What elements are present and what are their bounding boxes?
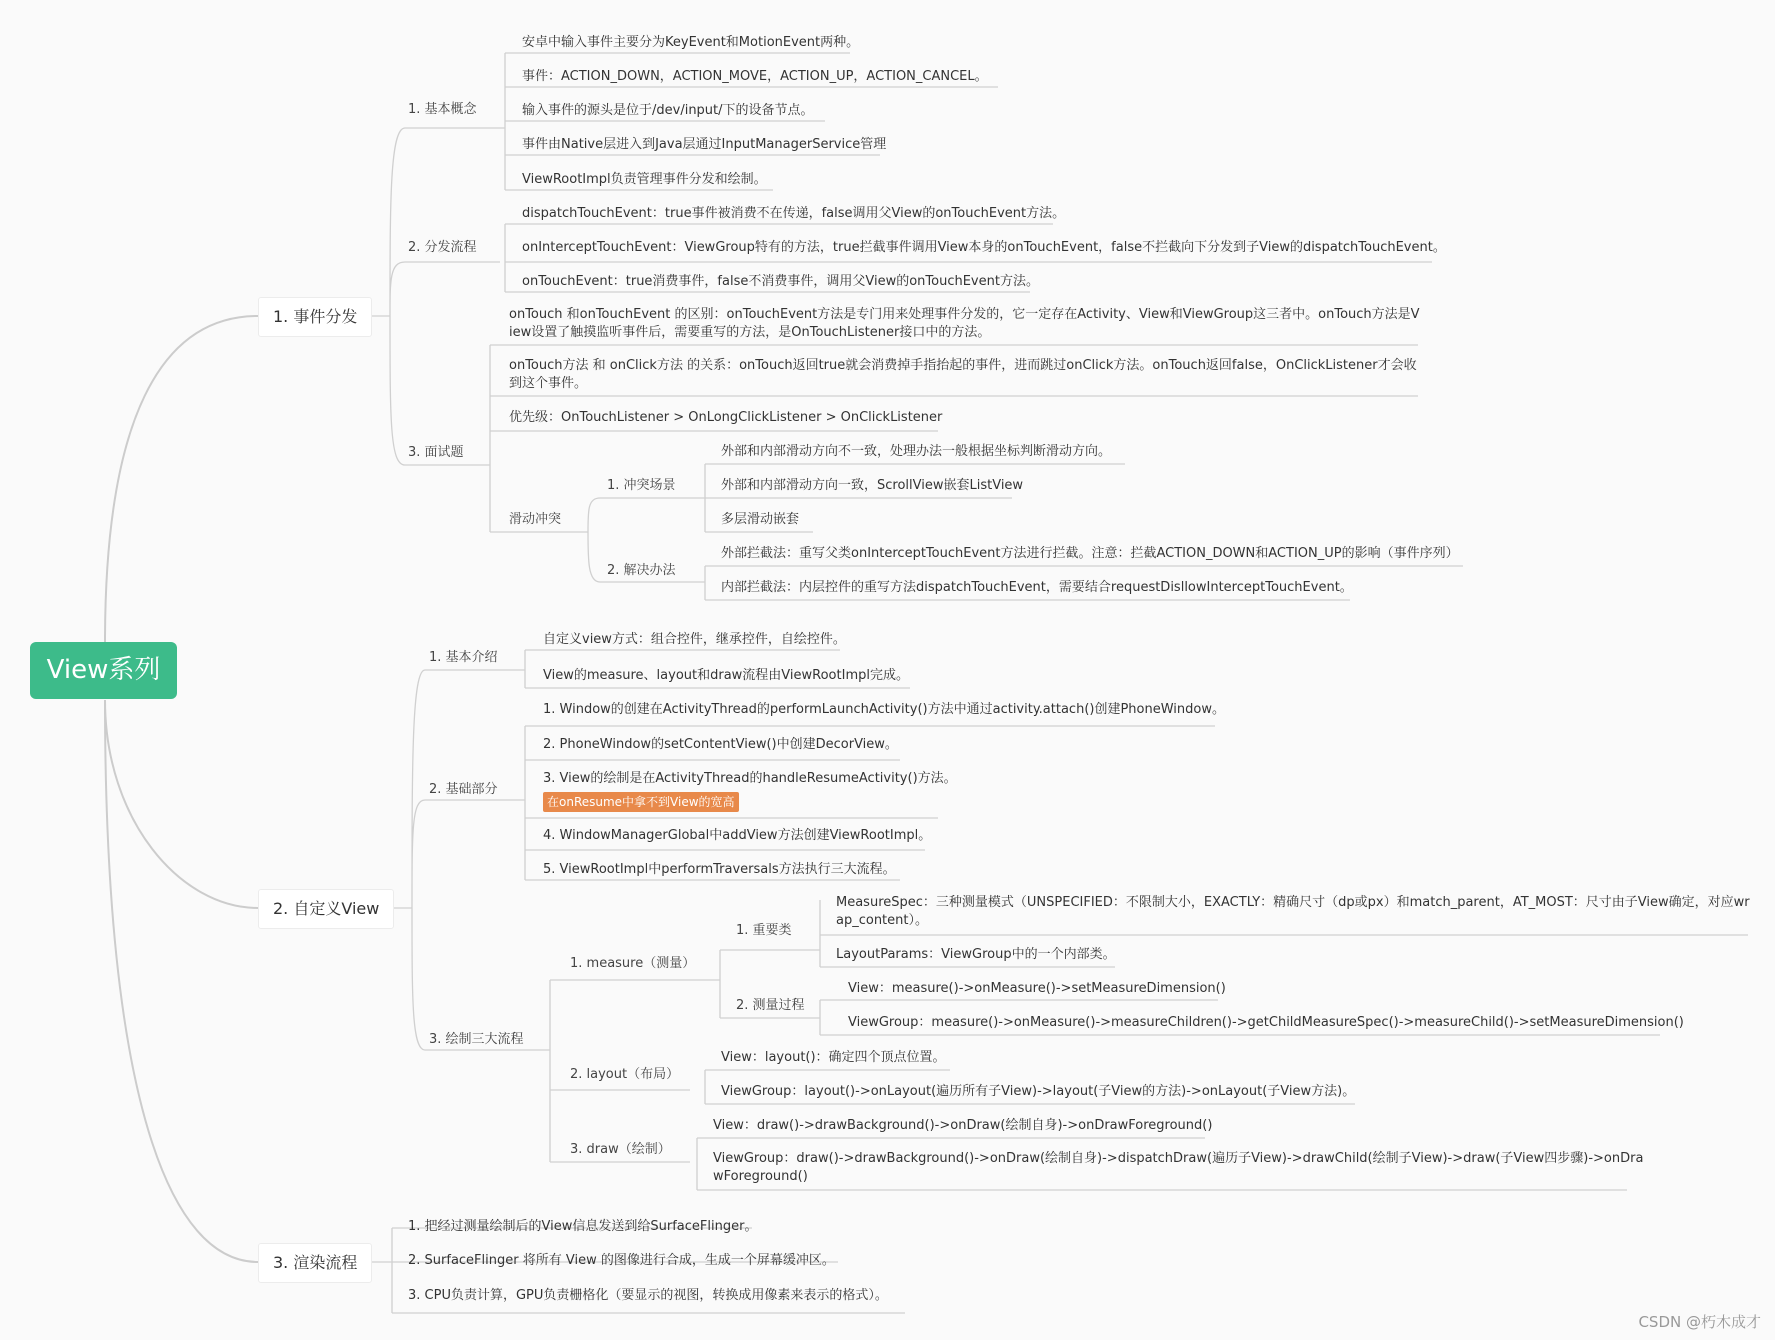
leaf-item[interactable]: 2. PhoneWindow的setContentView()中创建DecorView。 [543,737,898,752]
leaf-item[interactable]: 事件：ACTION_DOWN，ACTION_MOVE，ACTION_UP，ACTION_CANCEL。 [522,69,988,84]
leaf-item[interactable]: ap_content）。 [836,913,928,928]
leaf-item[interactable]: View：draw()->drawBackground()->onDraw(绘制自身)->onDrawForeground() [713,1118,1213,1133]
leaf-item[interactable]: MeasureSpec：三种测量模式（UNSPECIFIED：不限制大小，EXACTLY：精确尺寸（dp或px）和match_parent，AT_MOST：尺寸由子View确定，对应wr [836,895,1750,910]
sub-interview[interactable]: 3. 面试题 [408,445,464,460]
main-node-custom-view[interactable]: 2. 自定义View [258,889,394,929]
main-node-render-flow[interactable]: 3. 渲染流程 [258,1243,372,1283]
leaf-item[interactable]: View的measure、layout和draw流程由ViewRootImpl完成。 [543,668,909,683]
leaf-item[interactable]: 外部和内部滑动方向一致，ScrollView嵌套ListView [721,478,1024,493]
leaf-item[interactable]: 2. SurfaceFlinger 将所有 View 的图像进行合成，生成一个屏幕缓冲区。 [408,1253,835,1268]
watermark: CSDN @朽木成才 [1638,1313,1761,1331]
leaf-item[interactable]: wForeground() [713,1169,808,1184]
sub-basic-intro[interactable]: 1. 基本介绍 [429,650,498,665]
leaf-item[interactable]: onTouch 和onTouchEvent 的区别：onTouchEvent方法是专门用来处理事件分发的，它一定存在Activity、View和ViewGroup这三者中。onTouch方法是V [509,307,1420,322]
leaf-item[interactable]: 5. ViewRootImpl中performTraversals方法执行三大流程。 [543,862,896,877]
sub-conflict-scenario[interactable]: 1. 冲突场景 [607,478,676,493]
sub-solution[interactable]: 2. 解决办法 [607,563,676,578]
leaf-item[interactable]: 到这个事件。 [509,376,588,391]
leaf-item[interactable]: 优先级：OnTouchListener > OnLongClickListener > OnClickListener [509,410,943,425]
sub-measure[interactable]: 1. measure（测量） [570,956,696,971]
sub-layout[interactable]: 2. layout（布局） [570,1067,680,1082]
leaf-item[interactable]: onInterceptTouchEvent：ViewGroup特有的方法，true拦截事件调用View本身的onTouchEvent，false不拦截向下分发到子View的dispatchTouchEvent。 [522,240,1446,255]
leaf-item[interactable]: 外部拦截法：重写父类onInterceptTouchEvent方法进行拦截。注意：拦截ACTION_DOWN和ACTION_UP的影响（事件序列） [721,546,1459,561]
sub-important-classes[interactable]: 1. 重要类 [736,923,792,938]
sub-draw-three-flows[interactable]: 3. 绘制三大流程 [429,1032,524,1047]
sub-slide-conflict[interactable]: 滑动冲突 [509,512,562,527]
sub-basics[interactable]: 2. 基础部分 [429,782,498,797]
leaf-item[interactable]: onTouchEvent：true消费事件，false不消费事件，调用父View的onTouchEvent方法。 [522,274,1039,289]
leaf-item[interactable]: ViewGroup：measure()->onMeasure()->measureChildren()->getChildMeasureSpec()->measureChild()->setMeasureDimension() [848,1015,1684,1030]
note-badge: 在onResume中拿不到View的宽高 [543,792,739,812]
leaf-item[interactable]: 1. Window的创建在ActivityThread的performLaunchActivity()方法中通过activity.attach()创建PhoneWindow。 [543,702,1225,717]
root-node[interactable]: View系列 [30,642,177,699]
main-node-event-dispatch[interactable]: 1. 事件分发 [258,297,372,337]
sub-draw[interactable]: 3. draw（绘制） [570,1142,671,1157]
leaf-item[interactable]: iew设置了触摸监听事件后，需要重写的方法，是OnTouchListener接口中的方法。 [509,325,991,340]
leaf-item[interactable]: 安卓中输入事件主要分为KeyEvent和MotionEvent两种。 [522,35,860,50]
leaf-item[interactable]: 内部拦截法：内层控件的重写方法dispatchTouchEvent，需要结合requestDisllowInterceptTouchEvent。 [721,580,1353,595]
leaf-item[interactable]: View：layout()：确定四个顶点位置。 [721,1050,946,1065]
leaf-item[interactable]: 多层滑动嵌套 [721,512,800,527]
leaf-item[interactable]: LayoutParams：ViewGroup中的一个内部类。 [836,947,1116,962]
leaf-item[interactable]: ViewRootImpl负责管理事件分发和绘制。 [522,172,767,187]
leaf-item[interactable]: 1. 把经过测量绘制后的View信息发送到给SurfaceFlinger。 [408,1219,758,1234]
sub-dispatch-flow[interactable]: 2. 分发流程 [408,240,477,255]
leaf-item[interactable]: 3. View的绘制是在ActivityThread的handleResumeActivity()方法。 [543,771,957,786]
leaf-item[interactable]: dispatchTouchEvent：true事件被消费不在传递，false调用父View的onTouchEvent方法。 [522,206,1066,221]
leaf-item[interactable]: 4. WindowManagerGlobal中addView方法创建ViewRootImpl。 [543,828,932,843]
leaf-item[interactable]: View：measure()->onMeasure()->setMeasureDimension() [848,981,1226,996]
sub-basic-concept[interactable]: 1. 基本概念 [408,102,477,117]
leaf-item[interactable]: ViewGroup：draw()->drawBackground()->onDraw(绘制自身)->dispatchDraw(遍历子View)->drawChild(绘制子View)->draw(子View四步骤)->onDra [713,1151,1644,1166]
sub-measure-process[interactable]: 2. 测量过程 [736,998,805,1013]
leaf-item[interactable]: ViewGroup：layout()->onLayout(遍历所有子View)->layout(子View的方法)->onLayout(子View方法)。 [721,1084,1356,1099]
leaf-item[interactable]: onTouch方法 和 onClick方法 的关系：onTouch返回true就会消费掉手指抬起的事件，进而跳过onClick方法。onTouch返回false，OnClickListener才会收 [509,358,1417,373]
leaf-item[interactable]: 外部和内部滑动方向不一致，处理办法一般根据坐标判断滑动方向。 [721,444,1112,459]
leaf-item[interactable]: 3. CPU负责计算，GPU负责栅格化（要显示的视图，转换成用像素来表示的格式）。 [408,1288,888,1303]
leaf-item[interactable]: 事件由Native层进入到Java层通过InputManagerService管理 [522,137,887,152]
leaf-item[interactable]: 输入事件的源头是位于/dev/input/下的设备节点。 [522,103,814,118]
leaf-item[interactable]: 自定义view方式：组合控件，继承控件，自绘控件。 [543,632,846,647]
